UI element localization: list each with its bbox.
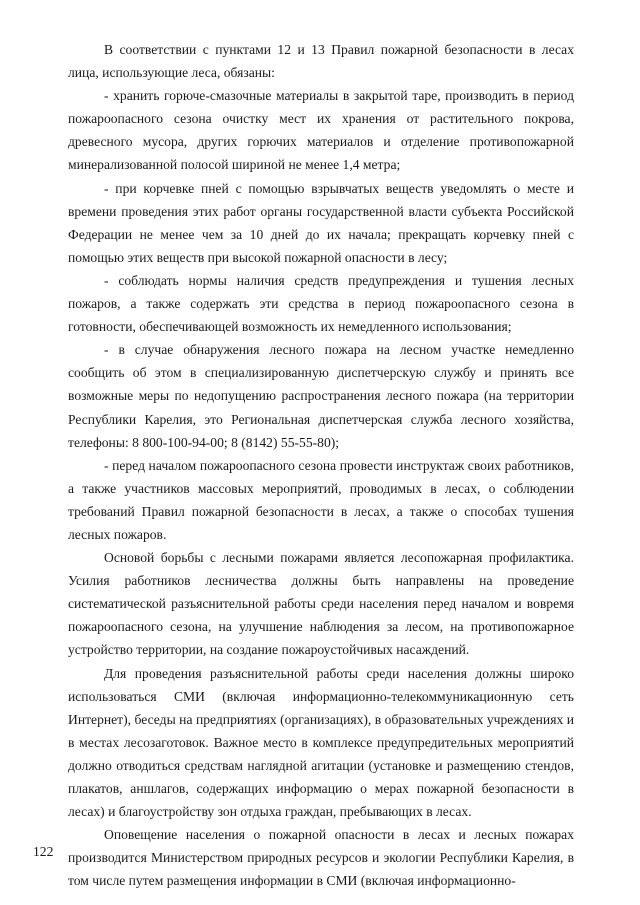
paragraph-fuel-storage: - хранить горюче-смазочные материалы в закрытой таре, производить в период пожароопасного сезона очистку мест их хранения от растительного покрова, древесного мусора, других горючих материалов и отделение противопожарной минерализованной полосой шириной не менее 1,4 метра; — [68, 88, 574, 173]
paragraph-outreach: Для проведения разъяснительной работы среди населения должны широко использоваться СМИ (включая информационно-телекоммуникационную сеть Интернет), беседы на предприятиях (организациях), в образовательных учреждениях и в местах лесозаготовок. Важное место в комплексе предупредительных мероприятий должно отводиться средствам наглядной агитации (установке и размещению стендов, плакатов, аншлагов, содержащих информацию о мерах пожарной безопасности в лесах) и благоустройству зон отдыха граждан, пребывающих в лесах. — [68, 665, 574, 820]
page-number: 122 — [33, 844, 54, 859]
paragraph-briefing: - перед началом пожароопасного сезона провести инструктаж своих работников, а также участников массовых мероприятий, проводимых в лесах, о соблюдении требований Правил пожарной безопасности в лесах, а также о способах тушения лесных пожаров. — [68, 457, 574, 542]
paragraph-prevention: Основой борьбы с лесными пожарами является лесопожарная профилактика. Усилия работников лесничества должны быть направлены на проведение систематической разъяснительной работы среди населения перед началом и вовремя пожароопасного сезона, на улучшение наблюдения за лесом, на противопожарное устройство территории, на создание пожароустойчивых насаждений. — [68, 550, 574, 658]
paragraph-notification: Оповещение населения о пожарной опасности в лесах и лесных пожарах производится Министерством природных ресурсов и экологии Республики Карелия, в том числе путем размещения информации в СМИ (включая информационно- — [68, 827, 574, 889]
paragraph-stump-removal: - при корчевке пней с помощью взрывчатых веществ уведомлять о месте и времени проведения этих работ органы государственной власти субъекта Российской Федерации не менее чем за 10 дней до их начала; прекращать корчевку пней с помощью этих веществ при высокой пожарной опасности в лесу; — [68, 180, 574, 265]
paragraph-intro: В соответствии с пунктами 12 и 13 Правил пожарной безопасности в лесах лица, использующие леса, обязаны: — [68, 42, 574, 81]
paragraph-fire-reporting: - в случае обнаружения лесного пожара на лесном участке немедленно сообщить об этом в специализированную диспетчерскую службу и принять все возможные меры по недопущению распространения лесного пожара (на территории Республики Карелия, это Региональная диспетчерская служба лесного хозяйства, телефоны: 8 800-100-94-00; 8 (8142) 55-55-80); — [68, 342, 574, 450]
document-body — [68, 38, 574, 892]
paragraph-firefighting-means: - соблюдать нормы наличия средств предупреждения и тушения лесных пожаров, а также содержать эти средства в период пожароопасного сезона в готовности, обеспечивающей возможность их немедленного использования; — [68, 272, 574, 335]
